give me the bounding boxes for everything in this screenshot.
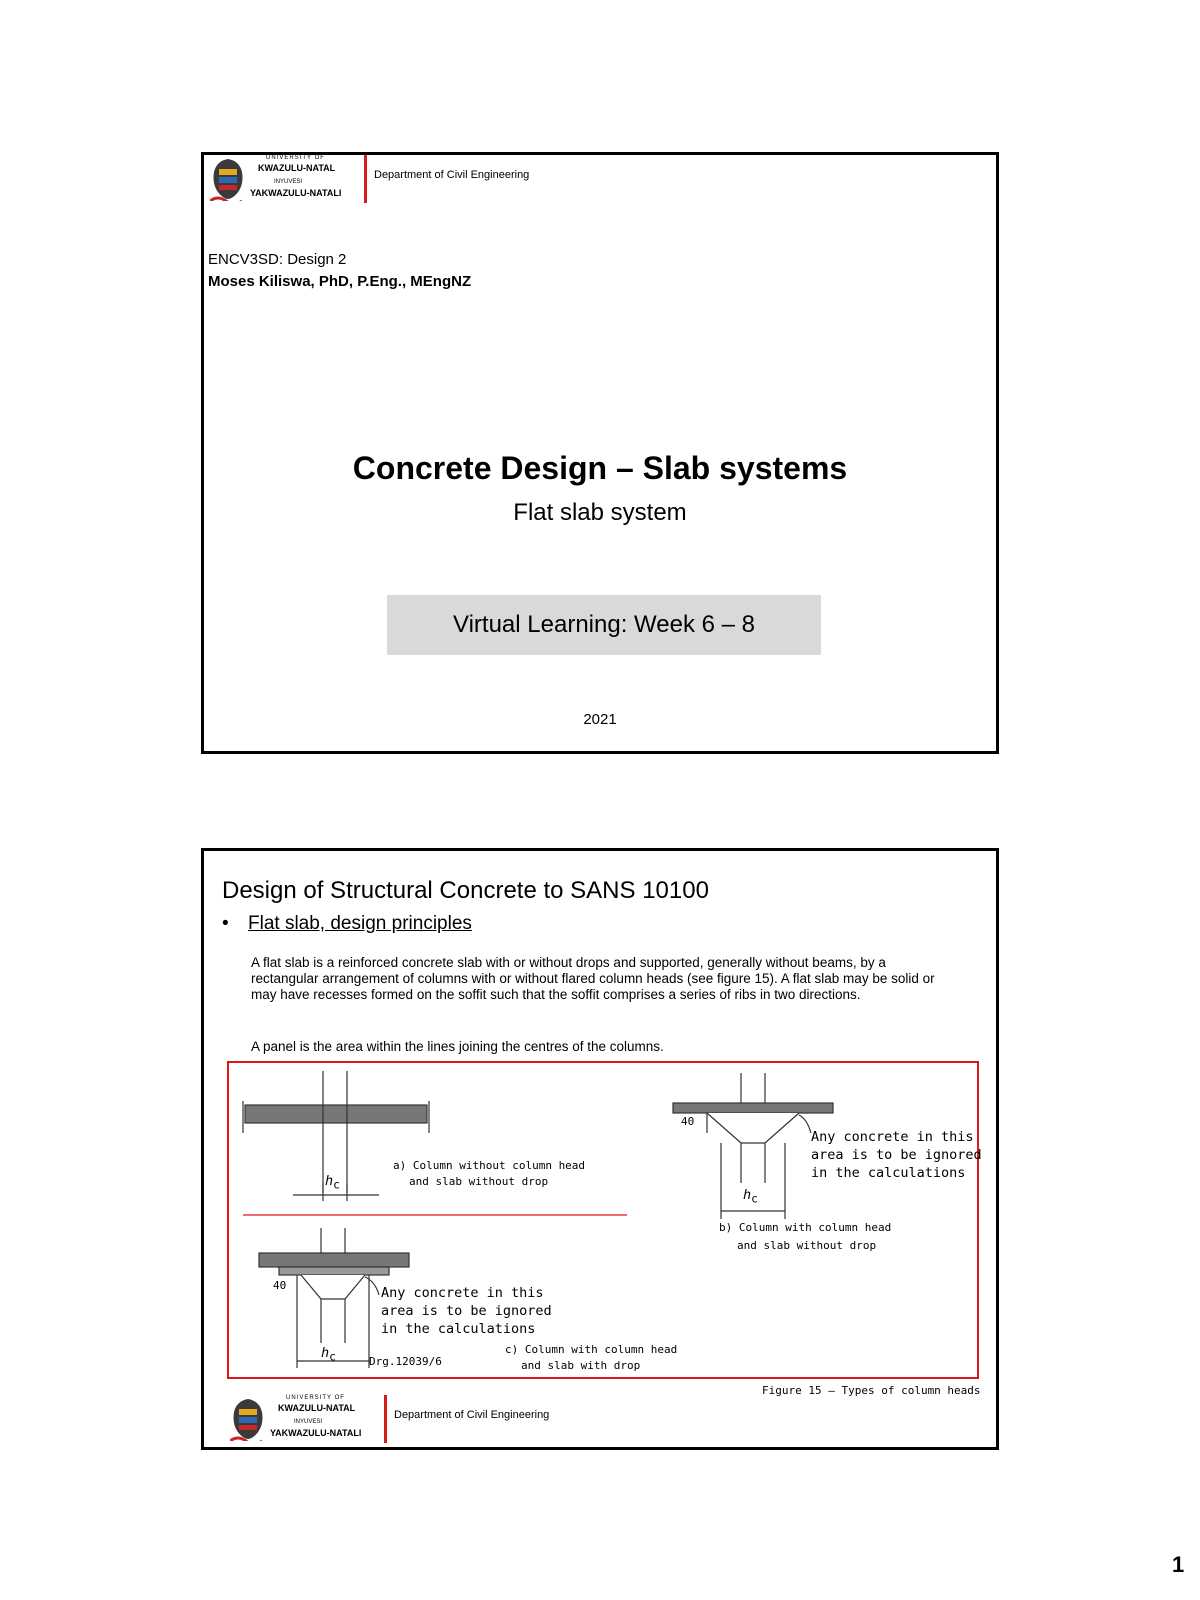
virtual-learning-box: Virtual Learning: Week 6 – 8 — [387, 595, 821, 655]
logo-line-1: UNIVERSITY OF — [286, 1395, 345, 1401]
slide-heading: Design of Structural Concrete to SANS 10100 — [222, 877, 709, 904]
logo-line-4: YAKWAZULU-NATALI — [270, 1428, 362, 1438]
dim-hc-a-symbol: h — [325, 1173, 334, 1189]
slide-title — [201, 152, 999, 754]
note-c-line-2: area is to be ignored — [381, 1303, 552, 1319]
logo-line-3: INYUVESI — [294, 1419, 323, 1425]
crest-icon — [210, 157, 246, 201]
dim-hc-c-symbol: h — [321, 1345, 330, 1361]
slide-flat-slab — [201, 848, 999, 1450]
dim-40-b: 40 — [681, 1115, 695, 1128]
bullet-item — [222, 913, 472, 935]
logo-divider — [384, 1395, 387, 1443]
note-c-line-1: Any concrete in this — [381, 1285, 544, 1301]
slide-title-text: Concrete Design – Slab systems — [352, 450, 848, 486]
definition-paragraph: A flat slab is a reinforced concrete slab with or without drops and supported, generally without beams, by a rectangular arrangement of columns with or without flared column heads (see figure 15). A flat slab may be solid or may have recesses formed on the soffit such that the soffit comprises a series of ribs in two directions. — [251, 955, 935, 1002]
drawing-reference: Drg.12039/6 — [369, 1355, 442, 1368]
caption-b-line-2: and slab without drop — [737, 1239, 877, 1252]
bullet-text: Flat slab, design principles — [248, 913, 472, 934]
course-code: ENCV3SD: Design 2 — [208, 251, 347, 268]
logo-divider — [364, 155, 367, 203]
figure-caption: Figure 15 — Types of column heads — [762, 1384, 981, 1397]
dim-hc-b — [743, 1187, 758, 1208]
note-c-line-3: in the calculations — [381, 1321, 536, 1337]
logo-line-4: YAKWAZULU-NATALI — [250, 188, 342, 198]
note-b-line-1: Any concrete in this — [811, 1129, 974, 1145]
year-label: 2021 — [583, 711, 617, 728]
dim-hc-c-subscript: c — [329, 1350, 336, 1364]
caption-a-line-2: and slab without drop — [409, 1175, 549, 1188]
bullet-marker: • — [222, 913, 229, 934]
department-label-footer: Department of Civil Engineering — [394, 1409, 550, 1421]
dim-hc-a-subscript: c — [333, 1178, 340, 1192]
logo-line-1: UNIVERSITY OF — [266, 155, 325, 161]
crest-icon — [230, 1397, 266, 1441]
slide-subtitle: Flat slab system — [513, 499, 687, 526]
page-number: 1 — [1172, 1552, 1185, 1577]
dim-hc-b-subscript: c — [751, 1192, 758, 1206]
logo-line-2: KWAZULU-NATAL — [278, 1403, 356, 1413]
dim-hc-b-symbol: h — [743, 1187, 752, 1203]
logo-line-3: INYUVESI — [274, 179, 303, 185]
caption-c-line-1: c) Column with column head — [505, 1343, 678, 1356]
note-b-line-2: area is to be ignored — [811, 1147, 982, 1163]
dim-hc-a — [325, 1173, 340, 1194]
note-b-line-3: in the calculations — [811, 1165, 966, 1181]
figure-15-frame — [227, 1061, 982, 1379]
author-name: Moses Kiliswa, PhD, P.Eng., MEngNZ — [208, 273, 472, 290]
panel-definition: A panel is the area within the lines joining the centres of the columns. — [251, 1039, 664, 1054]
university-logo-footer — [226, 1395, 376, 1447]
caption-c-line-2: and slab with drop — [521, 1359, 641, 1372]
dim-40-c: 40 — [273, 1279, 287, 1292]
university-logo — [206, 155, 356, 207]
department-label: Department of Civil Engineering — [374, 169, 530, 181]
caption-a-line-1: a) Column without column head — [393, 1159, 586, 1172]
logo-line-2: KWAZULU-NATAL — [258, 163, 336, 173]
dim-hc-c — [321, 1345, 336, 1366]
caption-b-line-1: b) Column with column head — [719, 1221, 892, 1234]
